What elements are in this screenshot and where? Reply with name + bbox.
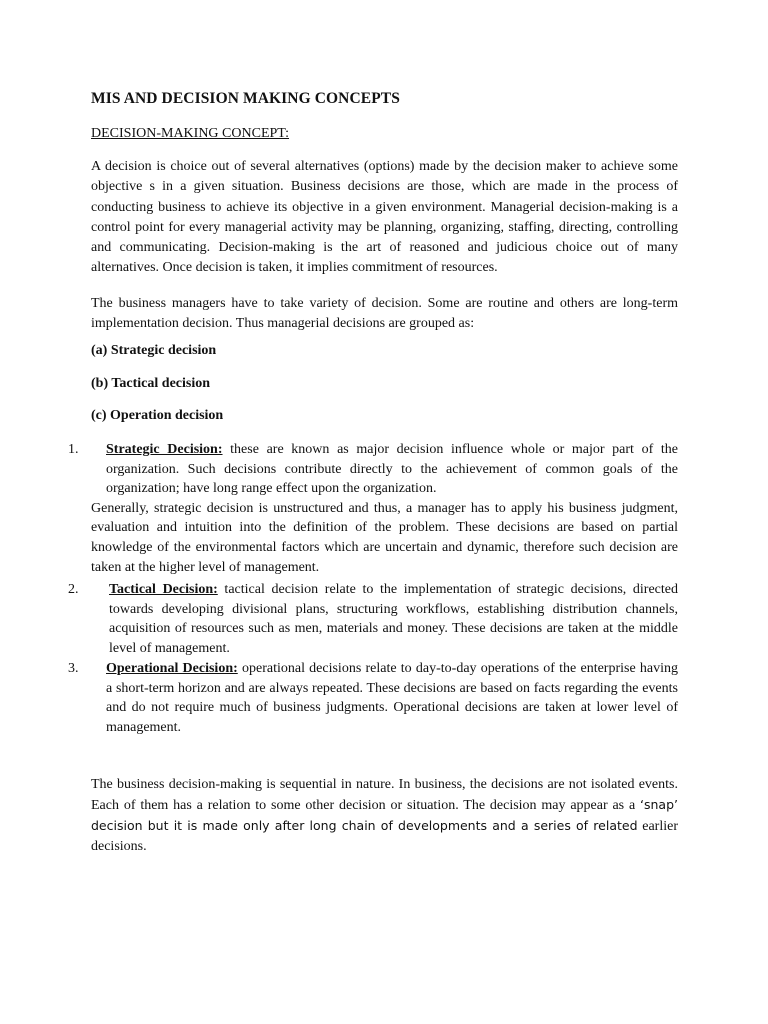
list-text: tactical decision relate to the implementation of strategic decisions, directed towards developing divisional plans, structuring workflows, establishing distribution channels, acquisition of resources such as men, materials and money. These decisions are taken at the middle level of management.: [109, 582, 678, 656]
group-item-strategic: (a) Strategic decision: [91, 343, 217, 358]
list-item-body: [91, 659, 678, 737]
list-term: Operational Decision:: [106, 661, 238, 676]
list-text: operational decisions relate to day-to-day operations of the enterprise having a short-term horizon and are always repeated. These decisions are based on facts regarding the events and do not require much of business judgments. Operational decisions are taken at lower level of management.: [106, 661, 678, 735]
group-item-operation: (c) Operation decision: [91, 408, 224, 423]
list-term: Strategic Decision:: [106, 442, 223, 457]
paragraph-definition: A decision is choice out of several alternatives (options) made by the decision maker to achieve some objective s in a given situation. Business decisions are those, which are made in the process of conducting business to achieve its objective in a given environment. Managerial decision-making is a control point for every managerial activity may be planning, organizing, staffing, directing, controlling and communicating. Decision-making is the art of reasoned and judicious choice out of many alternatives. Once decision is taken, it implies commitment of resources.: [91, 159, 678, 276]
list-number: 3.: [68, 661, 79, 676]
paragraph-text: The business decision-making is sequential in nature. In business, the decisions are not isolated events. Each of them has a relation to some other decision or situation. The decision may appear as a: [91, 777, 678, 813]
list-term: Tactical Decision:: [109, 582, 218, 597]
list-item-body: [91, 580, 678, 658]
page-title: MIS AND DECISION MAKING CONCEPTS: [91, 90, 400, 107]
paragraph-sequential: [91, 775, 678, 857]
list-item-strategic: [68, 440, 679, 577]
list-text: these are known as major decision influence whole or major part of the organization. Such decisions contribute directly to the achievement of common goals of the organization; have long range effect upon the organization.: [106, 442, 679, 497]
list-continuation: Generally, strategic decision is unstructured and thus, a manager has to apply his business judgment, evaluation and intuition into the definition of the problem. These decisions are based on partial knowledge of the environmental factors which are uncertain and dynamic, therefore such decision are taken at the higher level of management.: [91, 500, 678, 575]
paragraph-grouping: The business managers have to take variety of decision. Some are routine and others are long-term implementation decision. Thus managerial decisions are grouped as:: [91, 296, 678, 332]
list-number: 2.: [68, 582, 79, 597]
list-item-tactical: [68, 580, 678, 658]
list-number: 1.: [68, 442, 79, 457]
list-item-body: [91, 440, 678, 499]
section-heading: DECISION-MAKING CONCEPT:: [91, 126, 290, 141]
paragraph-text-end: earlier decisions.: [91, 819, 678, 854]
list-item-operational: [68, 659, 678, 737]
group-item-tactical: (b) Tactical decision: [91, 376, 211, 391]
paragraph-text-alt-font: ‘snap’ decision but it is made only after long chain of developments and a series of related: [91, 797, 678, 833]
